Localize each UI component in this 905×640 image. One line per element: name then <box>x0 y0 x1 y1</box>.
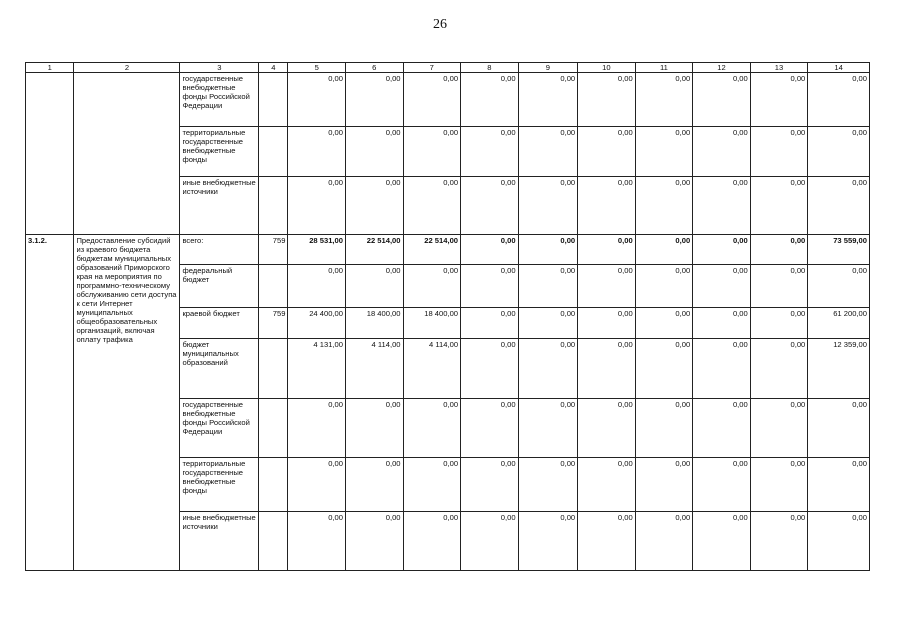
column-number-12: 12 <box>693 63 751 73</box>
amount-cell: 4 131,00 <box>288 339 346 399</box>
amount-cell: 0,00 <box>345 177 403 235</box>
amount-cell: 0,00 <box>403 73 461 127</box>
amount-cell: 0,00 <box>345 399 403 458</box>
budget-code <box>259 512 288 571</box>
amount-cell: 0,00 <box>750 458 808 512</box>
amount-cell: 0,00 <box>808 177 870 235</box>
column-number-11: 11 <box>635 63 693 73</box>
amount-cell: 0,00 <box>288 73 346 127</box>
amount-cell: 61 200,00 <box>808 308 870 339</box>
amount-cell: 18 400,00 <box>403 308 461 339</box>
amount-cell: 0,00 <box>461 512 519 571</box>
amount-cell: 0,00 <box>578 399 636 458</box>
amount-cell: 0,00 <box>288 399 346 458</box>
amount-cell: 0,00 <box>403 127 461 177</box>
amount-cell: 0,00 <box>578 127 636 177</box>
column-number-5: 5 <box>288 63 346 73</box>
amount-cell: 4 114,00 <box>403 339 461 399</box>
funding-source: бюджет муниципальных образований <box>180 339 259 399</box>
amount-cell: 0,00 <box>403 458 461 512</box>
amount-cell: 0,00 <box>345 127 403 177</box>
amount-cell: 0,00 <box>693 458 751 512</box>
amount-cell: 0,00 <box>518 458 578 512</box>
amount-cell: 0,00 <box>808 127 870 177</box>
funding-source: территориальные государственные внебюджетные фонды <box>180 127 259 177</box>
amount-cell: 24 400,00 <box>288 308 346 339</box>
amount-cell: 0,00 <box>635 127 693 177</box>
budget-code <box>259 399 288 458</box>
amount-cell: 0,00 <box>578 265 636 308</box>
item-code: 3.1.2. <box>26 235 74 571</box>
amount-cell: 0,00 <box>578 235 636 265</box>
budget-code <box>259 73 288 127</box>
budget-code <box>259 127 288 177</box>
amount-cell: 0,00 <box>518 235 578 265</box>
amount-cell: 0,00 <box>578 512 636 571</box>
amount-cell: 0,00 <box>345 73 403 127</box>
amount-cell: 0,00 <box>693 127 751 177</box>
amount-cell: 0,00 <box>518 399 578 458</box>
amount-cell: 0,00 <box>518 73 578 127</box>
amount-cell: 0,00 <box>808 265 870 308</box>
amount-cell: 0,00 <box>518 127 578 177</box>
amount-cell: 0,00 <box>518 512 578 571</box>
budget-code: 759 <box>259 235 288 265</box>
amount-cell: 0,00 <box>635 399 693 458</box>
table-row <box>26 235 870 265</box>
amount-cell: 18 400,00 <box>345 308 403 339</box>
amount-cell: 0,00 <box>693 308 751 339</box>
funding-source: федеральный бюджет <box>180 265 259 308</box>
column-number-9: 9 <box>518 63 578 73</box>
funding-source: государственные внебюджетные фонды Российской Федерации <box>180 399 259 458</box>
column-number-6: 6 <box>345 63 403 73</box>
column-number-8: 8 <box>461 63 519 73</box>
item-name <box>74 73 180 235</box>
amount-cell: 0,00 <box>693 73 751 127</box>
amount-cell: 0,00 <box>750 235 808 265</box>
amount-cell: 0,00 <box>635 177 693 235</box>
amount-cell: 0,00 <box>750 308 808 339</box>
amount-cell: 0,00 <box>808 512 870 571</box>
table-row <box>26 73 870 127</box>
column-number-3: 3 <box>180 63 259 73</box>
amount-cell: 22 514,00 <box>345 235 403 265</box>
amount-cell: 0,00 <box>635 235 693 265</box>
amount-cell: 0,00 <box>461 235 519 265</box>
amount-cell: 0,00 <box>693 177 751 235</box>
amount-cell: 0,00 <box>461 265 519 308</box>
column-number-7: 7 <box>403 63 461 73</box>
amount-cell: 0,00 <box>635 265 693 308</box>
amount-cell: 0,00 <box>403 177 461 235</box>
amount-cell: 0,00 <box>461 308 519 339</box>
amount-cell: 0,00 <box>518 177 578 235</box>
column-number-10: 10 <box>578 63 636 73</box>
amount-cell: 0,00 <box>518 339 578 399</box>
funding-source: иные внебюджетные источники <box>180 177 259 235</box>
funding-source: территориальные государственные внебюджетные фонды <box>180 458 259 512</box>
amount-cell: 73 559,00 <box>808 235 870 265</box>
amount-cell: 0,00 <box>635 308 693 339</box>
amount-cell: 0,00 <box>461 339 519 399</box>
amount-cell: 0,00 <box>345 458 403 512</box>
amount-cell: 0,00 <box>345 265 403 308</box>
amount-cell: 0,00 <box>578 177 636 235</box>
amount-cell: 0,00 <box>403 399 461 458</box>
item-code <box>26 73 74 235</box>
amount-cell: 22 514,00 <box>403 235 461 265</box>
amount-cell: 4 114,00 <box>345 339 403 399</box>
amount-cell: 0,00 <box>518 308 578 339</box>
budget-table <box>25 62 870 571</box>
amount-cell: 28 531,00 <box>288 235 346 265</box>
amount-cell: 0,00 <box>750 177 808 235</box>
amount-cell: 0,00 <box>635 73 693 127</box>
amount-cell: 0,00 <box>693 265 751 308</box>
amount-cell: 0,00 <box>808 458 870 512</box>
item-name: Предоставление субсидий из краевого бюджета бюджетам муниципальных образований Приморского края на мероприятия по программно-техническому обслуживанию сети доступа к сети Интернет муниципальных общеобразовательных организаций, включая оплату трафика <box>74 235 180 571</box>
amount-cell: 0,00 <box>693 512 751 571</box>
column-number-row <box>26 63 870 73</box>
amount-cell: 0,00 <box>578 339 636 399</box>
amount-cell: 0,00 <box>288 512 346 571</box>
amount-cell: 0,00 <box>808 73 870 127</box>
budget-code: 759 <box>259 308 288 339</box>
amount-cell: 0,00 <box>693 399 751 458</box>
amount-cell: 0,00 <box>635 458 693 512</box>
budget-code <box>259 458 288 512</box>
funding-source: иные внебюджетные источники <box>180 512 259 571</box>
budget-code <box>259 339 288 399</box>
amount-cell: 0,00 <box>750 265 808 308</box>
amount-cell: 0,00 <box>461 399 519 458</box>
amount-cell: 0,00 <box>578 73 636 127</box>
column-number-4: 4 <box>259 63 288 73</box>
amount-cell: 12 359,00 <box>808 339 870 399</box>
amount-cell: 0,00 <box>288 265 346 308</box>
amount-cell: 0,00 <box>461 458 519 512</box>
amount-cell: 0,00 <box>808 399 870 458</box>
amount-cell: 0,00 <box>461 73 519 127</box>
amount-cell: 0,00 <box>403 512 461 571</box>
amount-cell: 0,00 <box>345 512 403 571</box>
amount-cell: 0,00 <box>750 339 808 399</box>
funding-source: всего: <box>180 235 259 265</box>
amount-cell: 0,00 <box>750 512 808 571</box>
amount-cell: 0,00 <box>518 265 578 308</box>
amount-cell: 0,00 <box>750 73 808 127</box>
amount-cell: 0,00 <box>288 458 346 512</box>
funding-source: государственные внебюджетные фонды Российской Федерации <box>180 73 259 127</box>
funding-source: краевой бюджет <box>180 308 259 339</box>
amount-cell: 0,00 <box>403 265 461 308</box>
column-number-2: 2 <box>74 63 180 73</box>
amount-cell: 0,00 <box>288 177 346 235</box>
column-number-14: 14 <box>808 63 870 73</box>
amount-cell: 0,00 <box>461 177 519 235</box>
amount-cell: 0,00 <box>288 127 346 177</box>
amount-cell: 0,00 <box>635 339 693 399</box>
budget-code <box>259 177 288 235</box>
page-number: 26 <box>433 17 447 32</box>
column-number-13: 13 <box>750 63 808 73</box>
column-number-1: 1 <box>26 63 74 73</box>
amount-cell: 0,00 <box>750 399 808 458</box>
amount-cell: 0,00 <box>693 339 751 399</box>
budget-code <box>259 265 288 308</box>
amount-cell: 0,00 <box>750 127 808 177</box>
amount-cell: 0,00 <box>635 512 693 571</box>
amount-cell: 0,00 <box>693 235 751 265</box>
amount-cell: 0,00 <box>578 458 636 512</box>
amount-cell: 0,00 <box>578 308 636 339</box>
amount-cell: 0,00 <box>461 127 519 177</box>
